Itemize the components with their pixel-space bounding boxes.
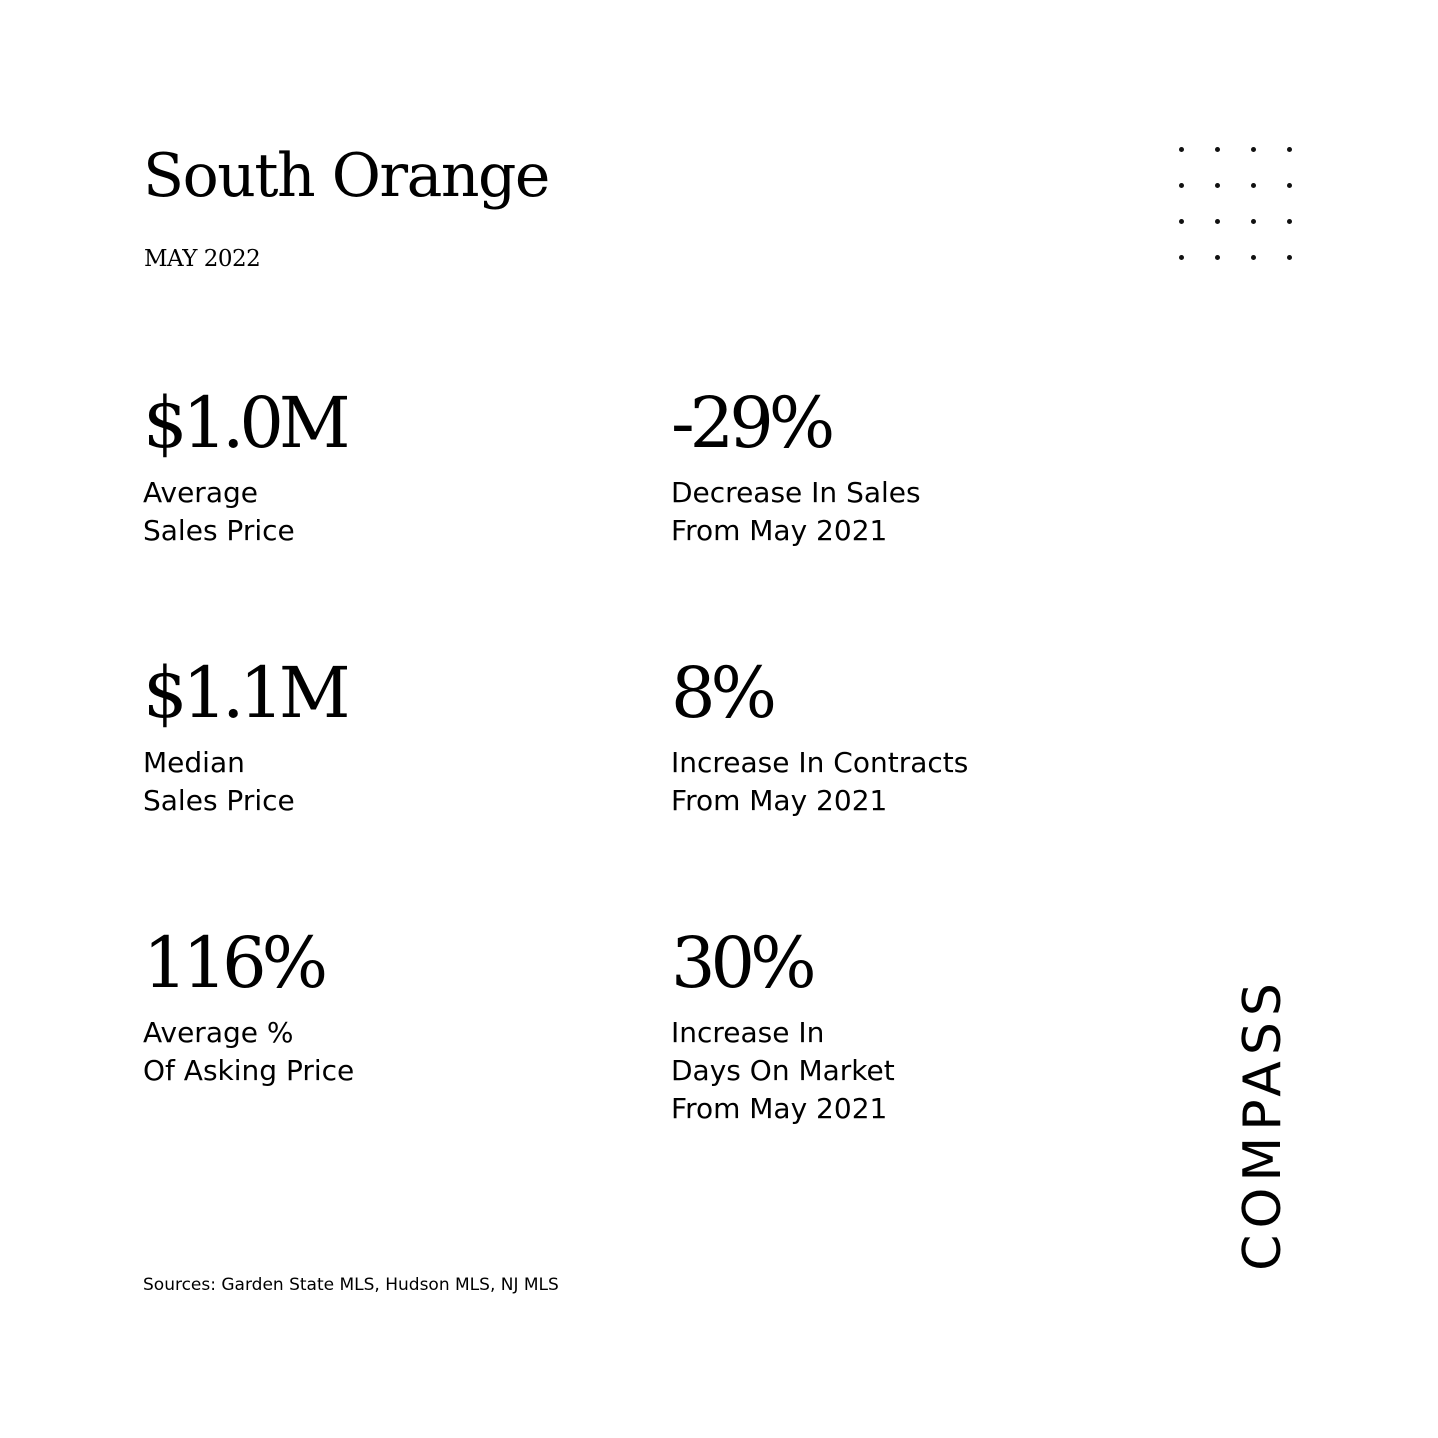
dot <box>1251 255 1256 260</box>
stat-label-line: Average <box>143 476 258 509</box>
dot <box>1251 219 1256 224</box>
dot <box>1287 255 1292 260</box>
stat-label-line: From May 2021 <box>671 1092 888 1125</box>
stat-label <box>671 744 968 820</box>
compass-logo: COMPASS <box>1233 977 1293 1271</box>
dot <box>1251 183 1256 188</box>
stat-value: $1.1M <box>143 652 346 734</box>
dot <box>1179 219 1184 224</box>
dot-grid-decoration <box>1176 145 1298 267</box>
dot <box>1179 255 1184 260</box>
stat-label <box>143 1014 354 1090</box>
stat-label <box>671 1014 895 1128</box>
dot <box>1179 183 1184 188</box>
stat-label <box>671 474 921 550</box>
dot <box>1287 147 1292 152</box>
stat-value: $1.0M <box>143 382 346 464</box>
dot <box>1215 219 1220 224</box>
stat-label-line: Days On Market <box>671 1054 895 1087</box>
stat-label-line: Sales Price <box>143 784 295 817</box>
stat-average-sales-price <box>143 382 346 550</box>
dot <box>1215 255 1220 260</box>
stat-value: 8% <box>671 652 773 734</box>
stat-contracts-change <box>671 652 969 820</box>
page-title: South Orange <box>143 141 549 211</box>
stat-label-line: From May 2021 <box>671 784 888 817</box>
stat-label-line: From May 2021 <box>671 514 888 547</box>
dot <box>1251 147 1256 152</box>
report-date: MAY 2022 <box>144 246 261 272</box>
sources-note: Sources: Garden State MLS, Hudson MLS, NJ MLS <box>143 1275 559 1295</box>
stat-median-sales-price <box>143 652 346 820</box>
stat-days-on-market-change <box>671 922 895 1128</box>
dot <box>1215 183 1220 188</box>
stat-value: 116% <box>143 922 324 1004</box>
stat-value: -29% <box>671 382 831 464</box>
stat-percent-of-asking <box>143 922 355 1090</box>
stat-label-line: Sales Price <box>143 514 295 547</box>
stat-label-line: Increase In Contracts <box>671 746 969 779</box>
stat-label <box>143 744 346 820</box>
dot <box>1287 183 1292 188</box>
dot <box>1215 147 1220 152</box>
stat-label-line: Of Asking Price <box>143 1054 355 1087</box>
stat-label-line: Decrease In Sales <box>671 476 921 509</box>
dot <box>1287 219 1292 224</box>
dot <box>1179 147 1184 152</box>
stat-label-line: Median <box>143 746 245 779</box>
stat-label-line: Average % <box>143 1016 294 1049</box>
stat-value: 30% <box>671 922 812 1004</box>
stat-label <box>143 474 346 550</box>
stat-sales-change <box>671 382 921 550</box>
stat-label-line: Increase In <box>671 1016 825 1049</box>
